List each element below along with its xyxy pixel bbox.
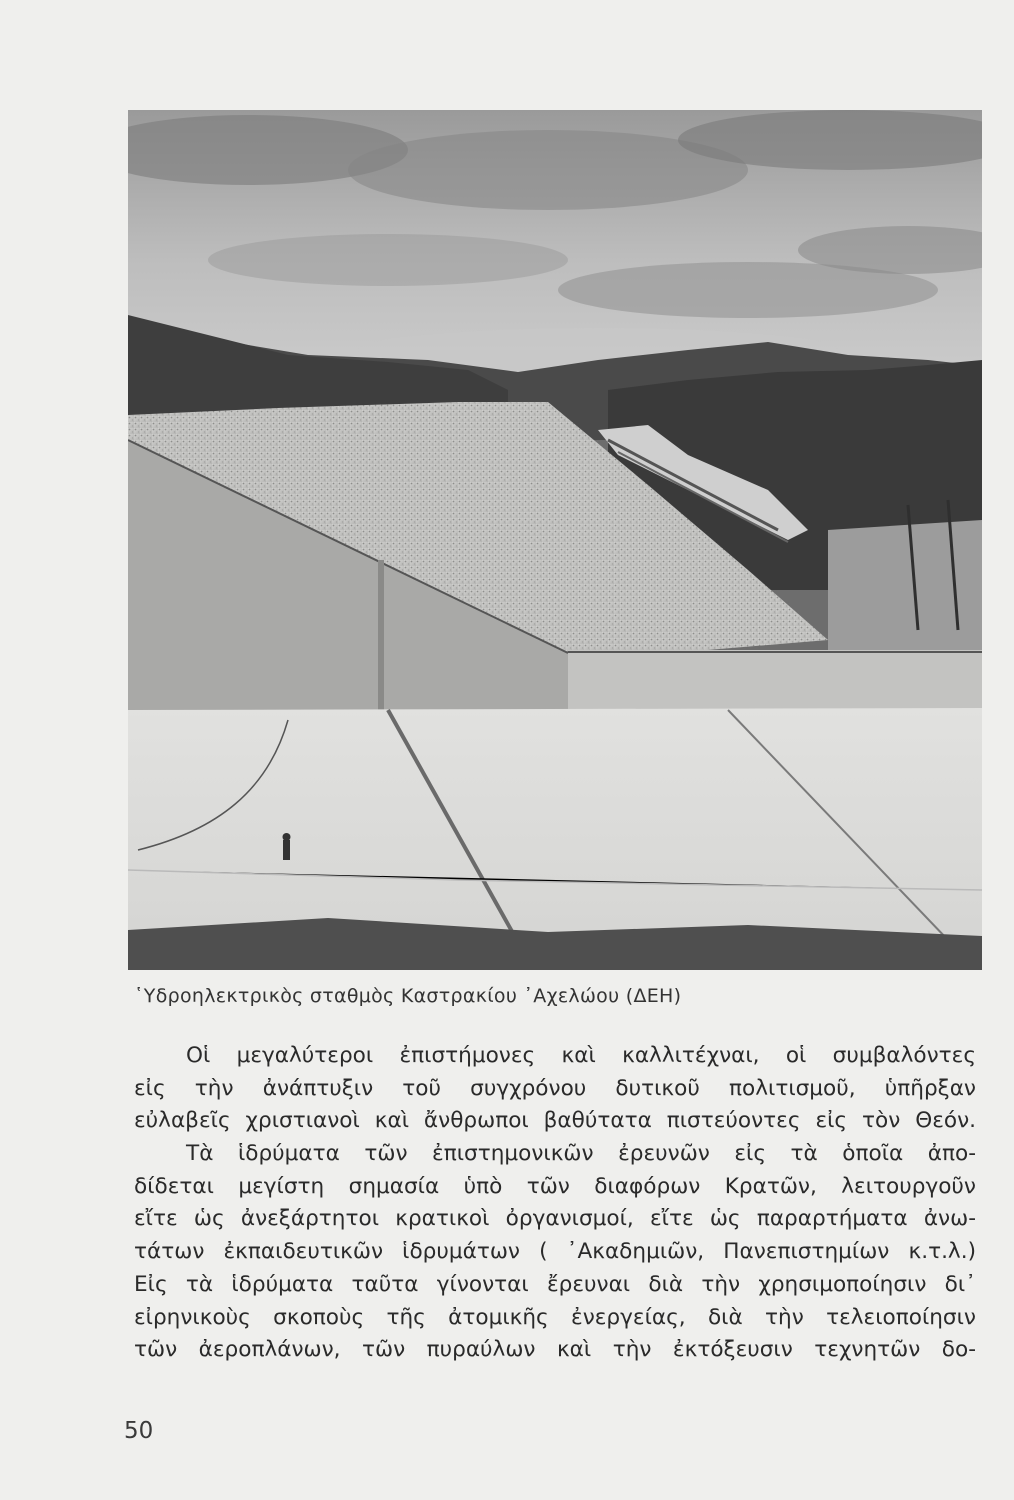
text-line: δίδεται μεγίστη σημασία ὑπὸ τῶν διαφόρων Κρατῶν, λειτουργοῦν: [134, 1173, 976, 1199]
text-line: εἰρηνικοὺς σκοποὺς τῆς ἀτομικῆς ἐνεργείας, διὰ τὴν τελειοποίησιν: [134, 1304, 976, 1330]
text-line: εἴτε ὡς ἀνεξάρτητοι κρατικοὶ ὀργανισμοί, εἴτε ὡς παραρτήματα ἀνω-: [134, 1206, 976, 1232]
body-text: [134, 1040, 976, 1367]
text-line: εὐλαβεῖς χριστιανοὶ καὶ ἄνθρωποι βαθύτατα πιστεύοντες εἰς τὸν Θεόν.: [134, 1108, 976, 1134]
text-line: Οἱ μεγαλύτεροι ἐπιστήμονες καὶ καλλιτέχναι, οἱ συμβαλόντες: [186, 1043, 976, 1068]
text-line: τῶν ἀεροπλάνων, τῶν πυραύλων καὶ τὴν ἐκτόξευσιν τεχνητῶν δο-: [134, 1337, 976, 1363]
text-line: τάτων ἐκπαιδευτικῶν ἱδρυμάτων ( ᾿Ακαδημιῶν, Πανεπιστημίων κ.τ.λ.): [134, 1239, 976, 1265]
text-line: Τὰ ἱδρύματα τῶν ἐπιστημονικῶν ἐρευνῶν εἰς τὰ ὁποῖα ἀπο-: [186, 1141, 976, 1167]
text-line: εἰς τὴν ἀνάπτυξιν τοῦ συγχρόνου δυτικοῦ πολιτισμοῦ, ὑπῆρξαν: [134, 1075, 976, 1101]
photo-caption: ῾Υδροηλεκτρικὸς σταθμὸς Καστρακίου ᾿Αχελώου (ΔΕΗ): [134, 985, 682, 1007]
page-number: 50: [124, 1418, 154, 1444]
dam-photograph: [128, 110, 982, 970]
text-line: Εἰς τὰ ἱδρύματα ταῦτα γίνονται ἔρευναι διὰ τὴν χρησιμοποίησιν δι᾿: [134, 1271, 976, 1297]
